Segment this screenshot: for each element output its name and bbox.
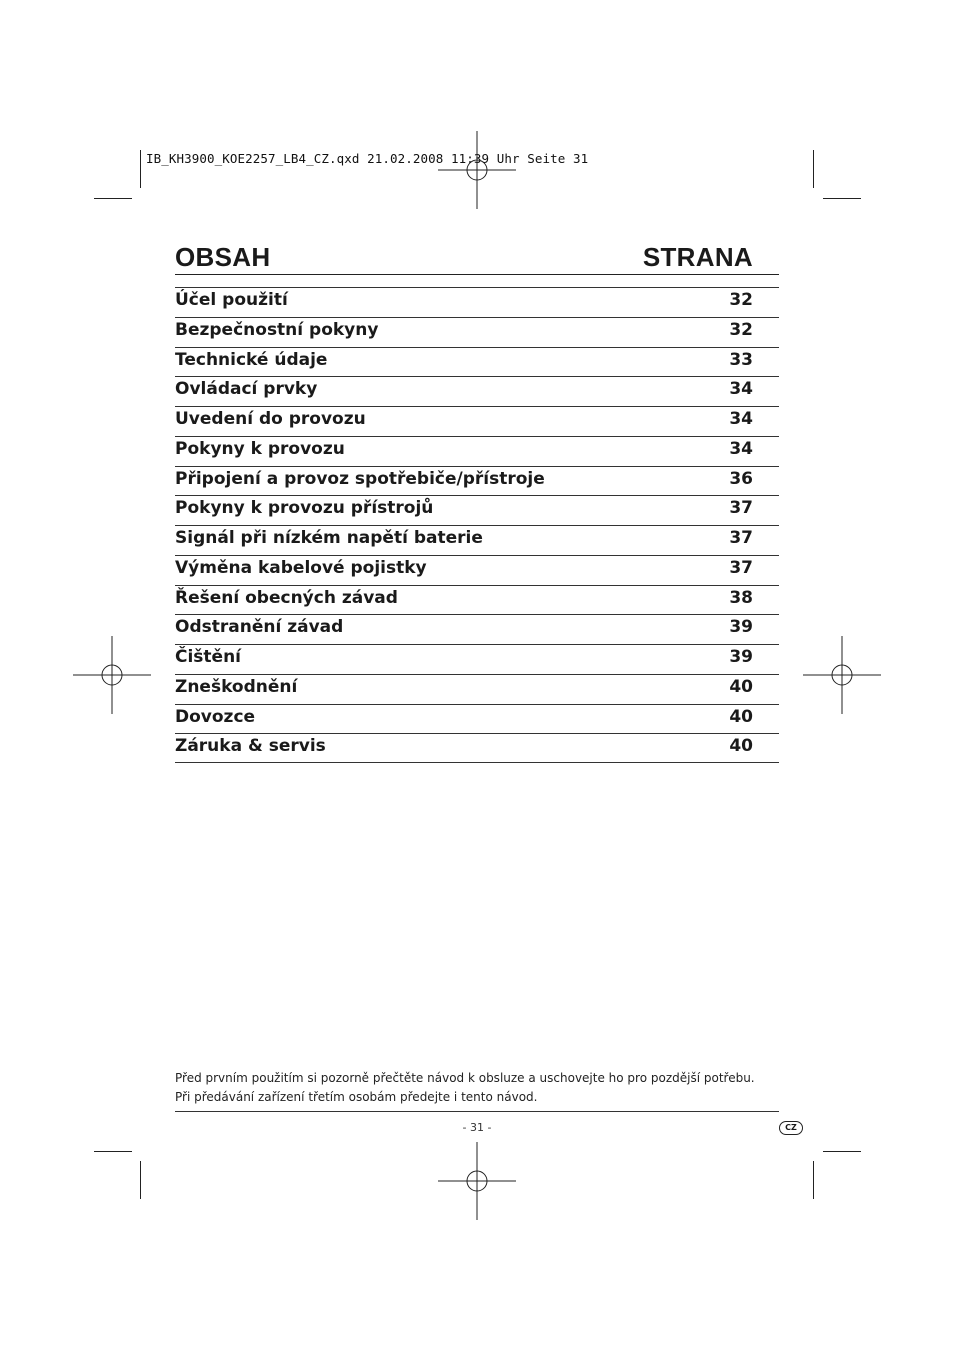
toc-entry-label: Odstranění závad — [175, 617, 344, 638]
registration-mark-left-icon — [73, 636, 151, 714]
toc-entry-page: 40 — [729, 736, 753, 757]
page-column-title: STRANA — [642, 242, 753, 272]
toc-entry[interactable] — [175, 287, 779, 317]
crop-mark-bottom-right-horizontal — [823, 1151, 861, 1152]
toc-entry-page: 40 — [729, 676, 753, 697]
toc-entry[interactable] — [175, 347, 779, 377]
toc-entry-label: Signál při nízkém napětí baterie — [175, 528, 483, 548]
toc-entry-page: 38 — [729, 587, 753, 608]
registration-mark-top-icon — [438, 131, 516, 209]
toc-entry[interactable] — [175, 466, 779, 496]
toc-entry-label: Pokyny k provozu přístrojů — [175, 498, 434, 519]
crop-mark-top-left-horizontal — [94, 198, 132, 199]
language-badge: CZ — [779, 1121, 803, 1135]
toc-entry-label: Čištění — [175, 647, 242, 667]
toc-entry-label: Ovládací prvky — [175, 379, 318, 400]
file-slug: IB_KH3900_KOE2257_LB4_CZ.qxd 21.02.2008 11:39 Uhr Seite 31 — [146, 151, 589, 166]
crop-mark-bottom-right-vertical — [813, 1161, 814, 1199]
usage-note — [175, 1069, 755, 1107]
toc-entry-page: 32 — [729, 319, 753, 340]
toc-entry-page: 39 — [729, 647, 753, 667]
toc-entry[interactable] — [175, 495, 779, 525]
crop-mark-top-right-vertical — [813, 150, 814, 188]
toc-entry[interactable] — [175, 644, 779, 674]
toc-entry-label: Technické údaje — [175, 349, 328, 370]
toc-header — [175, 242, 753, 273]
toc-title: OBSAH — [175, 242, 271, 272]
registration-mark-bottom-icon — [438, 1142, 516, 1220]
toc-entry-label: Dovozce — [175, 706, 256, 727]
toc-entry-label: Výměna kabelové pojistky — [175, 557, 427, 578]
toc-entry-page: 37 — [729, 557, 753, 578]
registration-mark-right-icon — [803, 636, 881, 714]
toc-entry-label: Připojení a provoz spotřebiče/přístroje — [175, 468, 545, 489]
toc-entry[interactable] — [175, 585, 779, 615]
toc-entry-page: 34 — [729, 409, 753, 429]
toc-entry-label: Pokyny k provozu — [175, 438, 345, 459]
toc-entry-page: 39 — [729, 617, 753, 638]
toc-entry[interactable] — [175, 436, 779, 466]
table-of-contents — [175, 287, 779, 763]
footer-rule — [175, 1111, 779, 1112]
toc-entry-page: 32 — [729, 290, 753, 310]
toc-entry[interactable] — [175, 674, 779, 704]
toc-entry[interactable] — [175, 317, 779, 347]
toc-entry[interactable] — [175, 704, 779, 734]
toc-entry-label: Uvedení do provozu — [175, 409, 366, 429]
toc-entry-label: Záruka & servis — [175, 736, 326, 757]
toc-entry[interactable] — [175, 555, 779, 585]
toc-entry-label: Řešení obecných závad — [175, 587, 398, 608]
toc-entry-page: 34 — [729, 438, 753, 459]
toc-entry-label: Účel použití — [175, 290, 288, 310]
toc-entry-page: 37 — [729, 498, 753, 519]
toc-entry-page: 36 — [729, 468, 753, 489]
toc-entry[interactable] — [175, 614, 779, 644]
toc-entry-page: 33 — [729, 349, 753, 370]
toc-entry-label: Bezpečnostní pokyny — [175, 319, 379, 340]
toc-entry-page: 37 — [729, 528, 753, 548]
crop-mark-bottom-left-vertical — [140, 1161, 141, 1199]
toc-entry-page: 40 — [729, 706, 753, 727]
crop-mark-top-left-vertical — [140, 150, 141, 188]
crop-mark-top-right-horizontal — [823, 198, 861, 199]
crop-mark-bottom-left-horizontal — [94, 1151, 132, 1152]
toc-entry-page: 34 — [729, 379, 753, 400]
header-rule — [175, 274, 779, 275]
toc-entry[interactable] — [175, 733, 779, 763]
toc-entry[interactable] — [175, 406, 779, 436]
usage-note-line: Před prvním použitím si pozorně přečtěte návod k obsluze a uschovejte ho pro pozdější potřebu. — [175, 1071, 755, 1085]
page-number: - 31 - — [462, 1121, 492, 1134]
toc-entry[interactable] — [175, 525, 779, 555]
usage-note-line: Při předávání zařízení třetím osobám předejte i tento návod. — [175, 1090, 538, 1104]
toc-entry-label: Zneškodnění — [175, 676, 298, 697]
toc-entry[interactable] — [175, 376, 779, 406]
